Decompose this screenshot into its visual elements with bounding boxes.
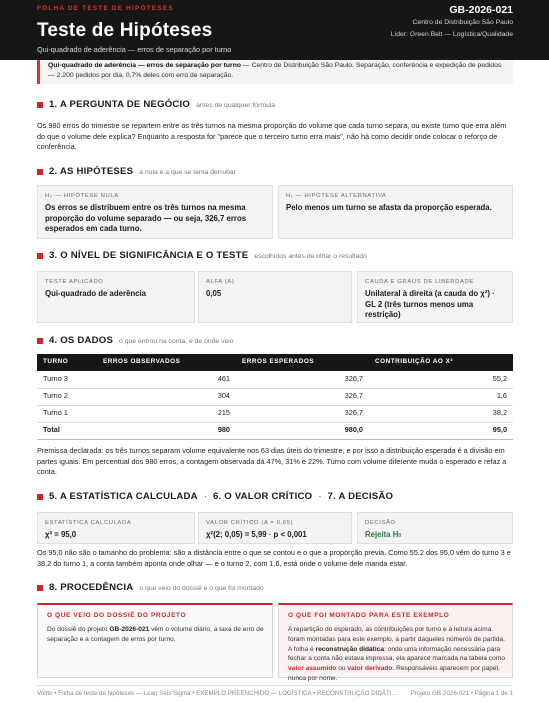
section-1-heading — [37, 98, 513, 111]
cell-contribution: 55,2 — [369, 371, 513, 388]
document-header — [0, 0, 549, 60]
test-applied-label: TESTE APLICADO — [45, 279, 104, 285]
derived-value-tag: valor derivado — [347, 665, 393, 673]
table-row — [37, 388, 513, 405]
cell-expected: 326,7 — [236, 371, 369, 388]
section-title: 2. AS HIPÓTESES — [49, 166, 134, 177]
dossier-code: GB-2026-021 — [109, 625, 150, 633]
conclusion: Os 95,0 não são o tamanho do problema: são a distância entre o que se contou e o que a proporção previa. Como 55,2 dos 95,0 vêm do turno 3 e 38,2 do turno 1, a conta também aponta onde olhar — e o turno 2, com 1,6, está onde o volume dele manda estar. — [37, 548, 511, 568]
section-marker-icon — [37, 585, 43, 591]
section-marker-icon — [37, 253, 43, 259]
critical-value-label: VALOR CRÍTICO (Α = 0,05) — [206, 520, 294, 526]
footer-divider — [37, 685, 513, 686]
cell-observed: 215 — [97, 405, 236, 422]
column-header: TURNO — [37, 354, 97, 371]
tail-df-value: Unilateral à direita (a cauda do χ²) · GL 2 (três turnos menos uma restrição) — [365, 289, 495, 320]
section-title: 3. O NÍVEL DE SIGNIFICÂNCIA E O TESTE — [49, 250, 249, 261]
alpha-card — [198, 271, 352, 323]
alt-hypothesis-card — [278, 185, 513, 239]
section-title: 7. A DECISÃO — [327, 491, 394, 502]
section-subtitle: o que entrou na conta, e de onde veio — [119, 338, 234, 345]
cell-turno: Total — [37, 422, 97, 439]
table-total-row — [37, 422, 513, 439]
statistic-label: ESTATÍSTICA CALCULADA — [45, 520, 132, 526]
separator-dot: · — [318, 491, 322, 502]
test-applied-card — [37, 271, 195, 323]
decision-subscript: 0 — [398, 533, 402, 540]
section-title: 4. OS DADOS — [49, 335, 114, 346]
decision-label: DECISÃO — [365, 520, 396, 526]
footer-left: Voitto • Folha de teste de hipóteses — Lean Seis Sigma • EXEMPLO PREENCHIDO — LOGÍSTICA • RECONSTRUÇÃO DIDÁTI… — [37, 690, 398, 697]
column-header: ERROS ESPERADOS — [236, 354, 369, 371]
business-question: Os 980 erros do trimestre se repartem entre os três turnos na mesma proporção do volume que cada turno separa, ou existe turno que erra além do que o volume dele explica? Enquanto a resposta for "parece que o terceiro turno erra mais", não há como decidir onde colocar o reforço de conferência. — [37, 121, 507, 152]
text-part: A repartição do esperado, as contribuições por turno e a leitura acima foram montadas para este exemplo, a partir daqueles números de partida. A folha é — [288, 625, 505, 653]
alt-hypothesis-text: Pelo menos um turno se afasta da proporção esperada. — [286, 203, 492, 213]
alt-hypothesis-label: H₁ — HIPÓTESE ALTERNATIVA — [286, 193, 387, 199]
section-marker-icon — [37, 494, 43, 500]
provenance-built-text — [288, 625, 505, 684]
footer-right: Projeto GB-2026-021 • Página 1 de 1 — [410, 690, 513, 697]
provenance-dossier-text — [47, 625, 265, 645]
cell-turno: Turno 2 — [37, 388, 97, 405]
text-bold: reconstrução didática — [315, 645, 385, 653]
text-part: : onde uma informação necessária para fechar a conta não estava impressa, ela aparece marcada na tabela como — [288, 645, 505, 663]
section-marker-icon — [37, 169, 43, 175]
alpha-value: 0,05 — [206, 289, 222, 299]
assumed-value-tag: valor assumido — [288, 665, 337, 673]
test-applied-value: Qui-quadrado de aderência — [45, 289, 146, 299]
section-title: 8. PROCEDÊNCIA — [49, 582, 134, 593]
cell-contribution: 38,2 — [369, 405, 513, 422]
cell-expected: 980,0 — [236, 422, 369, 439]
section-subtitle: antes de qualquer fórmula — [196, 102, 276, 109]
summary-banner — [37, 60, 513, 84]
summary-text: — Centro de Distribuição São Paulo. Separação, conferência e expedição de pedidos — 2.200 pedidos por dia, 0,7% deles com erro de separação. — [48, 62, 502, 79]
cell-expected: 326,7 — [236, 405, 369, 422]
cell-contribution: 95,0 — [369, 422, 513, 439]
statistic-card — [37, 512, 195, 544]
provenance-dossier-title: O QUE VEIO DO DOSSIÊ DO PROJETO — [47, 612, 187, 619]
project-location: Centro de Distribuição São Paulo — [412, 19, 513, 26]
section-subtitle: o que veio do dossiê e o que foi montado — [139, 585, 264, 592]
section-2-heading — [37, 165, 513, 178]
critical-value-value: χ²(2; 0,05) = 5,99 · p < 0,001 — [206, 530, 307, 540]
document-kicker: FOLHA DE TESTE DE HIPÓTESES — [37, 5, 174, 12]
section-8-heading — [37, 581, 513, 594]
section-title: 6. O VALOR CRÍTICO — [212, 491, 313, 502]
summary-bold: Qui-quadrado de aderência — erros de separação por turno — [48, 62, 242, 69]
decision-text: Rejeita H — [365, 530, 399, 540]
cell-expected: 326,7 — [236, 388, 369, 405]
section-subtitle: a nula é a que se tenta derrubar — [139, 169, 236, 176]
footer — [37, 690, 513, 699]
cell-observed: 461 — [97, 371, 236, 388]
section-5-7-heading — [37, 490, 513, 503]
provenance-built-box — [278, 603, 513, 683]
cell-observed: 304 — [97, 388, 236, 405]
text-part: Do dossiê do projeto — [47, 625, 110, 633]
text-part: . Responsáveis aparecem por papel, nunca por nome. — [288, 665, 500, 683]
cell-observed: 980 — [97, 422, 236, 439]
document-subtitle: Qui-quadrado de aderência — erros de separação por turno — [37, 45, 232, 54]
section-subtitle: escolhidos antes de olhar o resultado — [254, 253, 367, 260]
cell-turno: Turno 3 — [37, 371, 97, 388]
text-part: vêm o volume diário, a taxa de erro de separação e a contagem de erros por turno. — [47, 625, 264, 643]
text-part: ou — [336, 665, 348, 673]
null-hypothesis-card — [37, 185, 273, 239]
alpha-label: ALFA (Α) — [206, 279, 235, 285]
cell-contribution: 1,6 — [369, 388, 513, 405]
tail-df-label: CAUDA E GRAUS DE LIBERDADE — [365, 279, 474, 285]
cell-turno: Turno 1 — [37, 405, 97, 422]
statistic-value: χ² = 95,0 — [45, 530, 77, 540]
column-header: ERROS OBSERVADOS — [97, 354, 236, 371]
null-hypothesis-text: Os erros se distribuem entre os três turnos na mesma proporção do volume separado — ou seja, 326,7 erros esperados em cada turno. — [45, 203, 247, 234]
section-3-heading — [37, 249, 513, 262]
table-row — [37, 371, 513, 388]
separator-dot: · — [203, 491, 207, 502]
section-marker-icon — [37, 102, 43, 108]
document-title: Teste de Hipóteses — [37, 20, 213, 41]
project-code: GB-2026-021 — [449, 4, 513, 16]
data-note: Premissa declarada: os três turnos separam volume equivalente nos 63 dias úteis do trimestre, e por isso a distribuição esperada é a divisão em partes iguais. Em percentual dos 980 erros, a contagem observada dá 47%, 31% e 22%. Turno com volume diferente muda o esperado e refaz a conta. — [37, 446, 507, 477]
provenance-dossier-box — [37, 603, 273, 678]
column-header: CONTRIBUIÇÃO AO X² — [369, 354, 513, 371]
section-marker-icon — [37, 338, 43, 344]
tail-df-card — [357, 271, 513, 323]
data-table — [37, 354, 513, 440]
section-4-heading — [37, 334, 513, 347]
table-header-row — [37, 354, 513, 371]
table-row — [37, 405, 513, 422]
decision-card — [357, 512, 513, 544]
section-title: 5. A ESTATÍSTICA CALCULADA — [49, 491, 198, 502]
null-hypothesis-label: H₀ — HIPÓTESE NULA — [45, 193, 119, 199]
section-title: 1. A PERGUNTA DE NEGÓCIO — [49, 99, 191, 110]
critical-value-card — [198, 512, 352, 544]
project-leader: Líder: Green Belt — Logística/Qualidade — [390, 31, 513, 38]
provenance-built-title: O QUE FOI MONTADO PARA ESTE EXEMPLO — [288, 612, 450, 619]
decision-value — [365, 530, 505, 541]
